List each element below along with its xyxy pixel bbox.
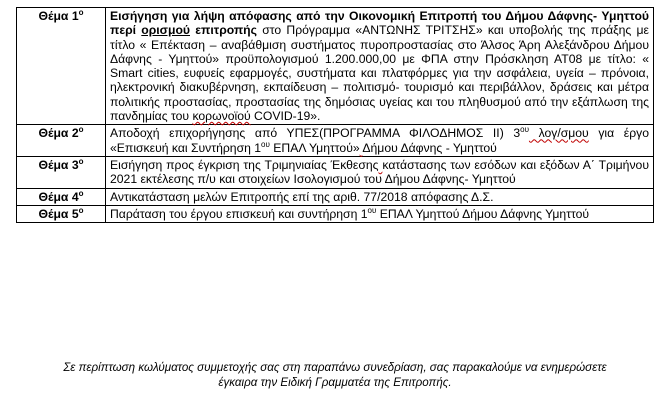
topic-description: Αντικατάσταση μελών Επιτροπής επί της αριθ. 77/2018 απόφασης Δ.Σ. bbox=[106, 188, 654, 205]
topic-number: Θέμα $3^o$ bbox=[17, 156, 106, 188]
topic-number: Θέμα $2^o$ bbox=[17, 125, 106, 157]
note-line: έγκαιρα την Ειδική Γραμματέα της Επιτροπής. bbox=[218, 376, 452, 389]
absence-note bbox=[0, 360, 670, 390]
topic-number: Θέμα $1^o$ bbox=[17, 8, 106, 125]
topic-number: Θέμα $4^o$ bbox=[17, 188, 106, 205]
topic-number: Θέμα $5^o$ bbox=[17, 205, 106, 222]
agenda-table bbox=[16, 7, 654, 223]
topic-description: Εισήγηση για λήψη απόφασης από την Οικονομική Επιτροπή του Δήμου Δάφνης- Υμηττού περί ορισμού επιτροπής στο Πρόγραμμα «ΑΝΤΩΝΗΣ ΤΡΙΤΣΗΣ» και υποβολής της πράξης με τίτλο « Επέκταση – αναβάθμιση συστήματος πυροπροστασίας στο Άλσος Άρη Αλεξάνδρου Δήμου Δάφνης - Υμηττού» προϋπολογισμού 1.200.000,00 με ΦΠΑ στην Πρόσκληση ΑΤ08 με τίτλο: « Smart cities, ευφυείς εφαρμογές, συστήματα και πλατφόρμες για την ασφάλεια, υγεία – πρόνοια, ηλεκτρονική διακυβέρνηση, εκπαίδευση – πολιτισμό- τουρισμό και περιβάλλον, δράσεις και μέτρα πολιτικής προστασίας, προστασίας της δημόσιας υγείας και του πληθυσμού από την εξάπλωση της πανδημίας του κορωνοϊού COVID-19». bbox=[106, 8, 654, 125]
table-row bbox=[17, 8, 654, 125]
topic-description: Αποδοχή επιχορήγησης από ΥΠΕΣ(ΠΡΟΓΡΑΜΜΑ ΦΙΛΟΔΗΜΟΣ ΙΙ) $3^{o\upsilon}$ λογ/σμου για έργο «Επισκευή και Συντήρηση $1^{o\upsilon}$ ΕΠΑΛ Υμηττού» Δήμου Δάφνης - Υμηττού bbox=[106, 125, 654, 157]
topic-title-bold: Εισήγηση για λήψη απόφασης από την Οικονομική Επιτροπή του Δήμου Δάφνης- Υμηττού περί ορισμού επιτροπής bbox=[110, 9, 649, 38]
topic-description: Παράταση του έργου επισκευή και συντήρηση $1^{o\upsilon}$ ΕΠΑΛ Υμηττού Δήμου Δάφνης Υμηττού bbox=[106, 205, 654, 222]
table-row bbox=[17, 188, 654, 205]
table-row bbox=[17, 156, 654, 188]
table-row bbox=[17, 205, 654, 222]
note-line: Σε περίπτωση κωλύματος συμμετοχής σας στη παραπάνω συνεδρίαση, σας παρακαλούμε να ενημερώσετε bbox=[63, 361, 607, 374]
topic-description: Εισήγηση προς έγκριση της Τριμηνιαίας Έκθεσης κατάστασης των εσόδων και εξόδων Α΄ Τριμήνου 2021 εκτέλεσης π/υ και στοιχείων Ισολογισμού του Δήμου Δάφνης- Υμηττού bbox=[106, 156, 654, 188]
table-row bbox=[17, 125, 654, 157]
